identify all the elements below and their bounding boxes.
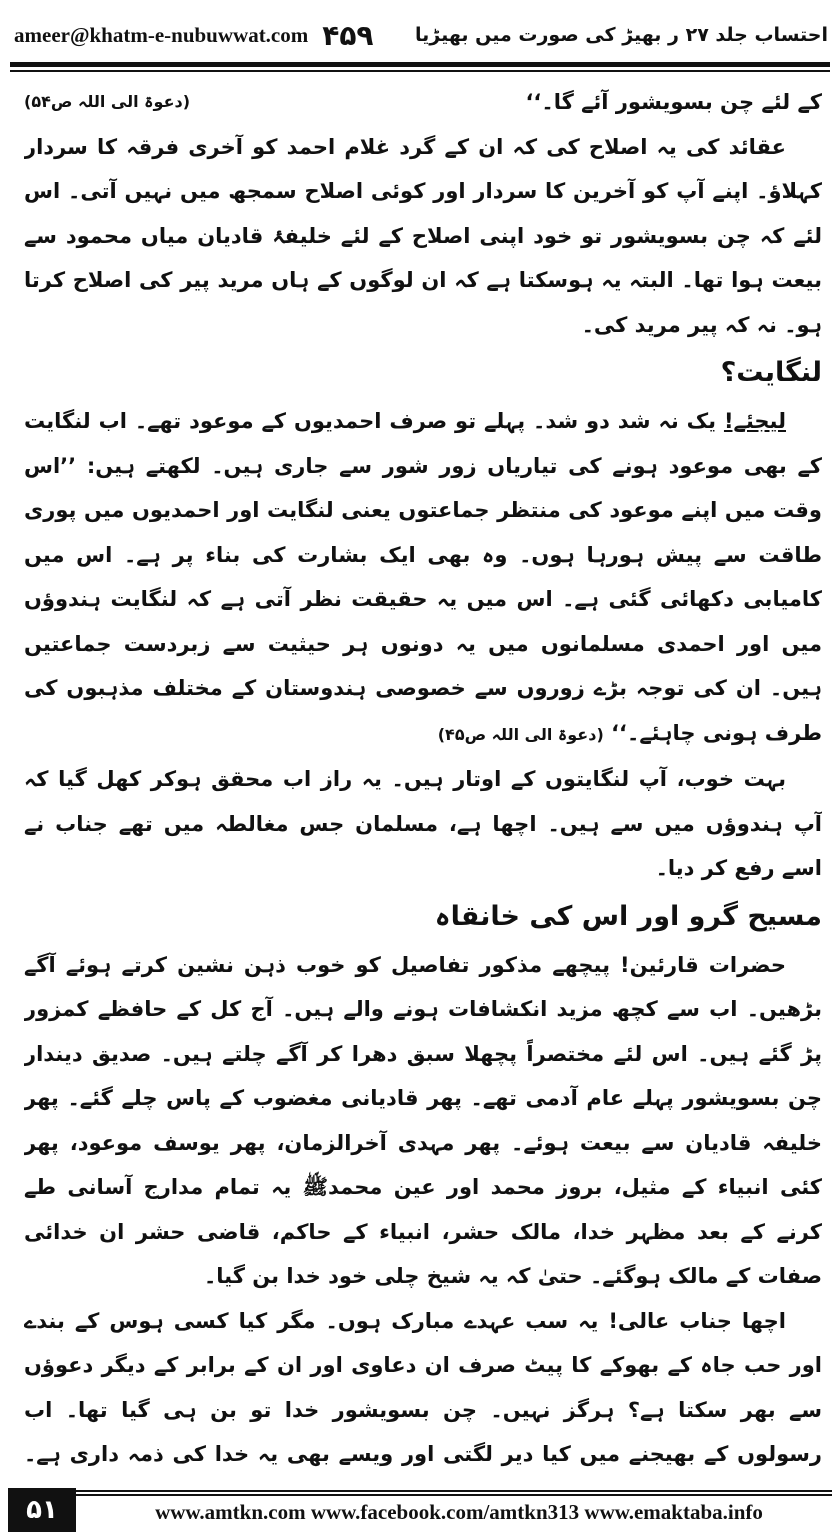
footer-links[interactable]: www.amtkn.com www.facebook.com/amtkn313 www.emaktaba.info (155, 1500, 763, 1524)
header-left (14, 19, 374, 52)
header-rule-thick (10, 62, 830, 67)
paragraph-4: بہت خوب، آپ لنگایتوں کے اوتار ہیں۔ یہ راز اب محقق ہوکر کھل گیا کہ آپ ہندوؤں میں سے ہیں۔ اچھا ہے، مسلمان جس مغالطہ میں تھے جناب نے اسے رفع کر دیا۔ (24, 767, 822, 880)
page-footer (8, 1487, 832, 1533)
page-body (24, 80, 822, 1482)
header-rule-thin (10, 70, 830, 72)
footer-links-area (76, 1488, 832, 1532)
footer-rule-second (76, 1494, 832, 1496)
paragraph-3 (24, 399, 822, 757)
paragraph-3-lead: لیجئے! (723, 409, 786, 433)
paragraph-3-text: یک نہ شد دو شد۔ پہلے تو صرف احمدیوں کے موعود تھے۔ اب لنگایت کے بھی موعود ہونے کی تیاریاں زور شور سے جاری ہیں۔ لکھتے ہیں: ’’اس وقت میں اپنے موعود کی منتظر جماعتوں یعنی لنگایت اور احمدیوں میں پوری طاقت سے پیش ہورہا ہوں۔ وہ بھی ایک بشارت کی بناء پر ہے۔ اس میں کامیابی دکھائی گئی ہے۔ اس میں یہ حقیقت نظر آتی ہے کہ لنگایت ہندوؤں میں اور احمدی مسلمانوں میں یہ دونوں ہر حیثیت سے زبردست جماعتیں ہیں۔ ان کی توجہ بڑے زوروں سے خصوصی ہندوستان کے مختلف مذہبوں کی طرف ہونی چاہئے۔‘‘ (24, 409, 822, 745)
paragraph-1-text: کے لئے چن بسویشور آئے گا۔‘‘ (525, 90, 822, 114)
page-header (14, 10, 828, 60)
paragraph-5: حضرات قارئین! پیچھے مذکور تفاصیل کو خوب ذہن نشین کرتے ہوئے آگے بڑھیں۔ اب سے کچھ مزید انکشافات ہونے والے ہیں۔ آج کل کے حافظے کمزور پڑ گئے ہیں۔ اس لئے مختصراً پچھلا سبق دھرا کر آگے چلتے ہیں۔ صدیق دیندار چن بسویشور پہلے عام آدمی تھے۔ پھر قادیانی مغضوب کے پاس چلے گئے۔ پھر خلیفہ قادیان سے بیعت ہوئے۔ پھر مہدی آخرالزمان، پھر یوسف موعود، پھر کئی انبیاء کے مثیل، بروز محمد اور عین محمدﷺ یہ تمام مدارج آسانی طے کرنے کے بعد مظہر خدا، مالک حشر، انبیاء کے حاکم، قاضی حشر ان خدائی صفات کے مالک ہوگئے۔ حتیٰ کہ یہ شیخ چلی خود خدا بن گیا۔ (24, 952, 822, 1288)
section-heading-lingayat: لنگایت؟ (720, 357, 822, 388)
footer-rule-top (76, 1490, 832, 1492)
header-page-number: ۴۵۹ (322, 18, 374, 52)
footer-page-number: ۵۱ (8, 1488, 76, 1532)
paragraph-2: عقائد کی یہ اصلاح کی کہ ان کے گرد غلام احمد کو آخری فرقہ کا سردار کہلاؤ۔ اپنے آپ کو آخرین کا سردار اور کوئی اصلاح سمجھ میں نہیں آتی۔ اس لئے کہ چن بسویشور تو خود اپنی اصلاح کے لئے خلیفۂ قادیان میاں محمود سے بیعت ہوا تھا۔ البتہ یہ ہوسکتا ہے کہ ان لوگوں کے ہاں مرید پیر کی اصلاح کرتا ہو۔ نہ کہ پیر مرید کی۔ (24, 134, 822, 337)
header-email[interactable]: ameer@khatm-e-nubuwwat.com (14, 22, 309, 47)
section-heading-masih-guru: مسیح گرو اور اس کی خانقاہ (434, 900, 822, 932)
citation-1: (دعوۃ الی اللہ ص۵۴) (24, 92, 191, 111)
header-title: احتساب جلد ۲۷ ر بھیڑ کی صورت میں بھیڑیا (415, 24, 828, 46)
paragraph-1 (24, 80, 822, 125)
paragraph-6: اچھا جناب عالی! یہ سب عہدے مبارک ہوں۔ مگر کیا کسی ہوس کے بندے اور حب جاہ کے بھوکے کا پیٹ صرف ان دعاوی اور ان کے برابر کے دیگر دعوؤں سے بھر سکتا ہے؟ ہرگز نہیں۔ چن بسویشور خدا تو بن ہی گیا تھا۔ اب رسولوں کے بھیجنے میں کیا دیر لگتی اور ویسے بھی یہ خدا کی ذمہ داری ہے۔ (24, 1308, 822, 1466)
citation-2: (دعوۃ الی اللہ ص۴۵) (437, 724, 604, 744)
